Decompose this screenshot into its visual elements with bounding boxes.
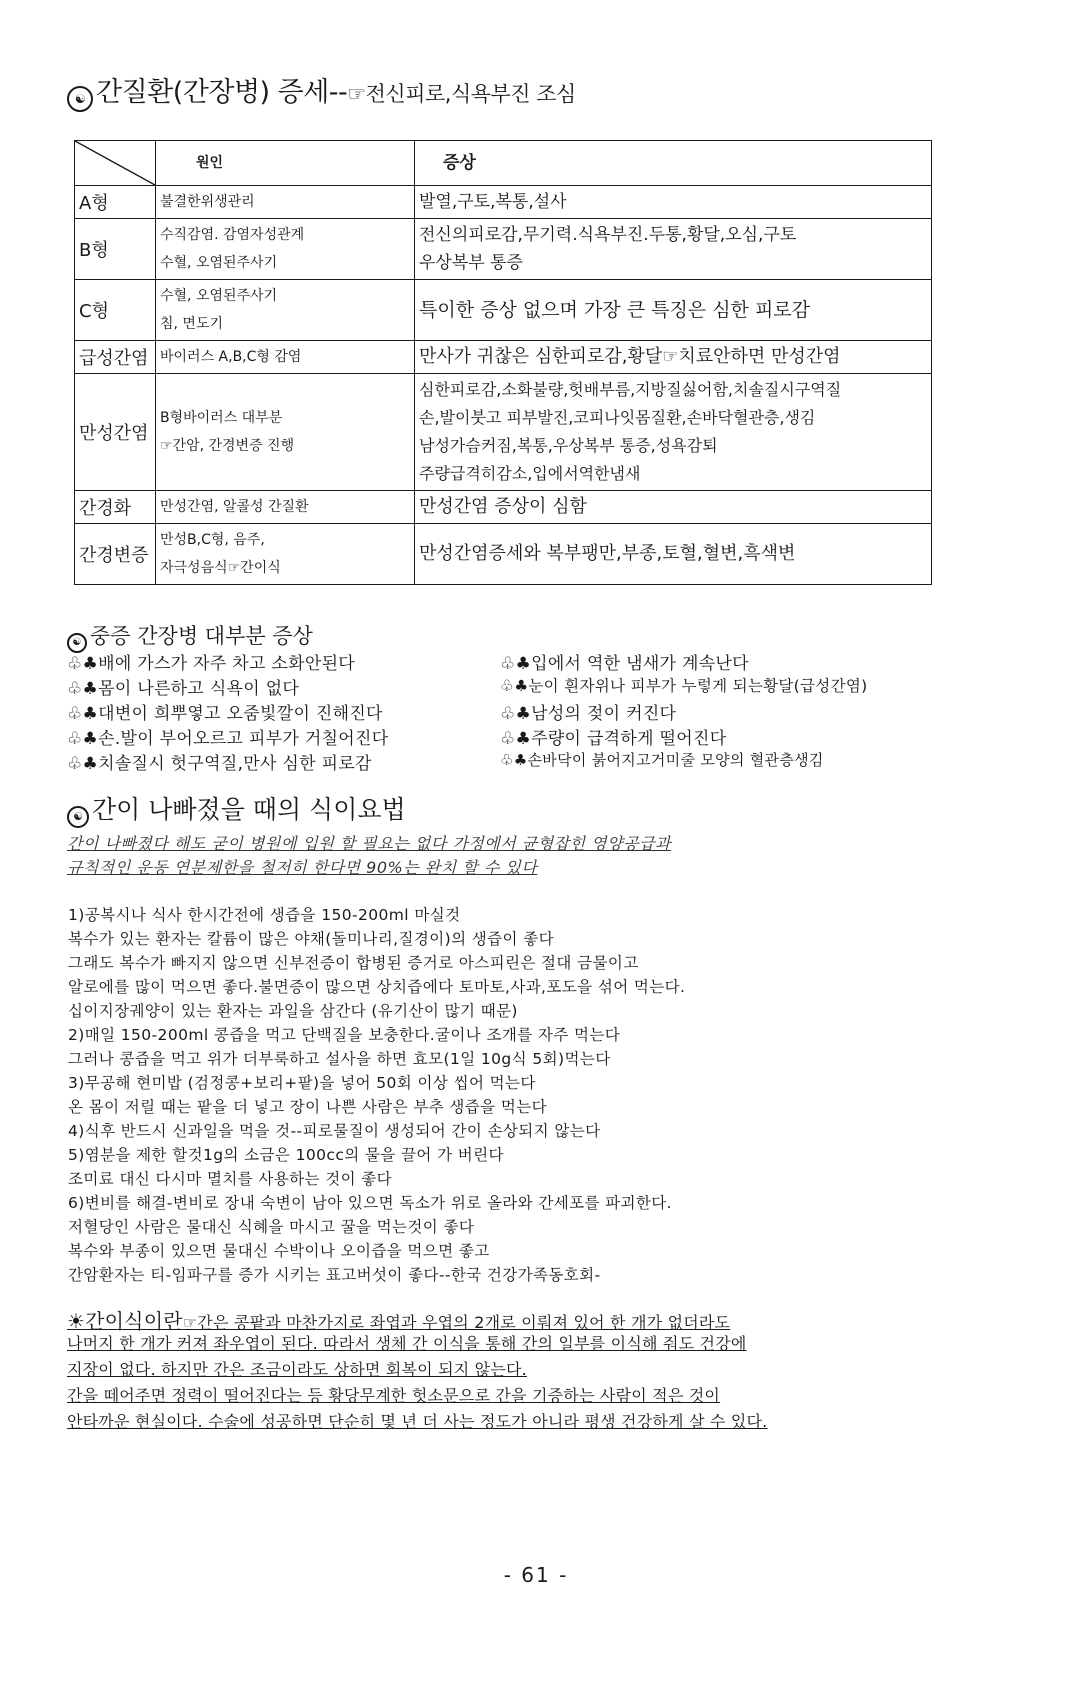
row-cause bbox=[156, 219, 415, 280]
table-row bbox=[75, 186, 932, 219]
symptom-line: 만사가 귀찮은 심한피로감,황달☞치료안하면 만성간염 bbox=[419, 346, 841, 367]
row-type: A형 bbox=[75, 186, 156, 219]
club-bullet-icon: ♧♣ bbox=[500, 729, 532, 749]
diagonal-line bbox=[75, 141, 155, 185]
symptom-text: 몸이 나른하고 식욕이 없다 bbox=[98, 679, 300, 699]
row-type: C형 bbox=[75, 280, 156, 341]
cause-line: 만성B,C형, 음주, bbox=[160, 532, 265, 548]
pointing-hand-icon: ☞ bbox=[182, 1313, 198, 1332]
table-row bbox=[75, 280, 932, 341]
header-cause: 원인 bbox=[156, 141, 415, 186]
row-symptom bbox=[415, 186, 932, 219]
symptom-text: 대변이 희뿌옇고 오줌빛깔이 진해진다 bbox=[98, 704, 383, 724]
table-row bbox=[75, 219, 932, 280]
table-header-row bbox=[75, 141, 932, 186]
symptom-text: 주량이 급격하게 떨어진다 bbox=[531, 729, 727, 749]
symptom-text: 남성의 젖이 커진다 bbox=[531, 704, 677, 724]
symptom-text: 배에 가스가 자주 차고 소화안된다 bbox=[98, 654, 356, 674]
diet-line: 4)식후 반드시 신과일을 먹을 것--피로물질이 생성되어 간이 손상되지 않는다 bbox=[68, 1122, 601, 1140]
transplant-text: 간은 콩팥과 마찬가지로 좌엽과 우엽의 2개로 이뤄져 있어 한 개가 없더라도 bbox=[197, 1313, 731, 1332]
cause-line: ☞간암, 간경변증 진행 bbox=[160, 438, 295, 454]
symptom-line: 손,발이붓고 피부발진,코피나잇몸질환,손바닥혈관층,생김 bbox=[419, 408, 816, 427]
diet-section-title bbox=[67, 790, 406, 828]
diet-line: 6)변비를 해결-변비로 장내 숙변이 남아 있으면 독소가 위로 올라와 간세포를 파괴한다. bbox=[68, 1194, 672, 1212]
symptom-line: 남성가슴커짐,복통,우상복부 통증,성욕감퇴 bbox=[419, 436, 718, 455]
row-symptom bbox=[415, 524, 932, 585]
diet-line: 복수가 있는 환자는 칼륨이 많은 야채(돌미나리,질경이)의 생즙이 좋다 bbox=[68, 930, 554, 948]
symptom-right-5 bbox=[500, 749, 824, 770]
row-type: 간경화 bbox=[75, 491, 156, 524]
row-cause bbox=[156, 186, 415, 219]
club-bullet-icon: ♧♣ bbox=[67, 729, 99, 749]
diet-title-text: 간이 나빠졌을 때의 식이요법 bbox=[92, 795, 406, 824]
title-main: 간질환(간장병) 증세-- bbox=[96, 77, 348, 108]
symptom-left-2 bbox=[67, 674, 299, 699]
club-bullet-icon: ♧♣ bbox=[67, 679, 99, 699]
cause-line: 바이러스 A,B,C형 감염 bbox=[160, 349, 302, 365]
row-type: B형 bbox=[75, 219, 156, 280]
page-title bbox=[67, 70, 576, 112]
club-bullet-icon: ♧♣ bbox=[500, 654, 532, 674]
diet-intro-line-1: 간이 나빠졌다 해도 굳이 병원에 입원 할 필요는 없다 가정에서 균형잡힌 영양공급과 bbox=[67, 834, 671, 853]
symptom-left-5 bbox=[67, 749, 372, 774]
row-cause bbox=[156, 491, 415, 524]
cause-line: 불결한위생관리 bbox=[160, 194, 255, 210]
club-bullet-icon: ♧♣ bbox=[500, 751, 528, 769]
symptom-line: 심한피로감,소화불량,헛배부름,지방질싫어함,치솔질시구역질 bbox=[419, 380, 842, 399]
hepatitis-table bbox=[74, 140, 932, 585]
symptom-text: 눈이 흰자위나 피부가 누렇게 되는황달(급성간염) bbox=[528, 677, 868, 695]
symptom-line: 주량급격히감소,입에서역한냄새 bbox=[419, 464, 641, 483]
diet-line: 간암환자는 티-임파구를 증가 시키는 표고버섯이 좋다--한국 건강가족동호회- bbox=[68, 1266, 601, 1284]
sun-icon: ☀ bbox=[67, 1309, 86, 1333]
symptom-line: 만성간염 증상이 심함 bbox=[419, 496, 587, 517]
row-type: 간경변증 bbox=[75, 524, 156, 585]
row-cause bbox=[156, 374, 415, 491]
diet-line: 알로에를 많이 먹으면 좋다.불면증이 많으면 상치즙에다 토마토,사과,포도을 섞어 먹는다. bbox=[68, 978, 686, 996]
row-symptom bbox=[415, 374, 932, 491]
symptom-line: 발열,구토,복통,설사 bbox=[419, 192, 567, 212]
row-type: 만성간염 bbox=[75, 374, 156, 491]
cause-line: 자극성음식☞간이식 bbox=[160, 560, 281, 576]
yin-yang-icon: ☯ bbox=[67, 806, 89, 828]
symptom-line: 특이한 증상 없으며 가장 큰 특징은 심한 피로감 bbox=[419, 299, 811, 321]
cause-line: 침, 면도기 bbox=[160, 316, 223, 332]
diet-line: 1)공복시나 식사 한시간전에 생즙을 150-200ml 마실것 bbox=[68, 906, 461, 924]
symptom-right-1 bbox=[500, 649, 749, 674]
cause-line: 수직감염. 감염자성관계 bbox=[160, 227, 305, 243]
row-symptom bbox=[415, 280, 932, 341]
diet-line: 저혈당인 사람은 물대신 식혜을 마시고 꿀을 먹는것이 좋다 bbox=[68, 1218, 475, 1236]
diet-line: 2)매일 150-200ml 콩즙을 먹고 단백질을 보충한다.굴이나 조개를 자주 먹는다 bbox=[68, 1026, 621, 1044]
cause-line: B형바이러스 대부분 bbox=[160, 410, 283, 426]
symptom-text: 손바닥이 붉어지고거미줄 모양의 혈관층생김 bbox=[527, 751, 824, 769]
diet-line: 조미료 대신 다시마 멸치를 사용하는 것이 좋다 bbox=[68, 1170, 393, 1188]
row-cause bbox=[156, 280, 415, 341]
page-number: - 61 - bbox=[503, 1563, 569, 1587]
diet-line: 그러나 콩즙을 먹고 위가 더부룩하고 설사을 하면 효모(1일 10g식 5회)먹는다 bbox=[68, 1050, 611, 1068]
transplant-line-4: 간을 떼어주면 정력이 떨어진다는 등 황당무계한 헛소문으로 간을 기증하는 사람이 적은 것이 bbox=[67, 1386, 721, 1405]
club-bullet-icon: ♧♣ bbox=[500, 677, 529, 695]
table-row bbox=[75, 491, 932, 524]
symptom-right-3 bbox=[500, 699, 676, 724]
cause-line: 수혈, 오염된주사기 bbox=[160, 288, 278, 304]
symptom-text: 입에서 역한 냄새가 계속난다 bbox=[531, 654, 749, 674]
yin-yang-icon: ☯ bbox=[67, 633, 87, 653]
diet-line: 십이지장궤양이 있는 환자는 과일을 삼간다 (유기산이 많기 때문) bbox=[68, 1002, 518, 1020]
row-type: 급성간염 bbox=[75, 341, 156, 374]
table-row bbox=[75, 374, 932, 491]
symptom-left-4 bbox=[67, 724, 388, 749]
severe-title-text: 중증 간장병 대부분 증상 bbox=[90, 624, 313, 648]
symptom-right-2 bbox=[500, 674, 867, 696]
row-cause bbox=[156, 341, 415, 374]
diet-line: 온 몸이 저릴 때는 팥을 더 넣고 장이 나쁜 사람은 부추 생즙을 먹는다 bbox=[68, 1098, 547, 1116]
symptom-text: 치솔질시 헛구역질,만사 심한 피로감 bbox=[98, 754, 372, 774]
title-sub: 전신피로,식욕부진 조심 bbox=[365, 82, 576, 106]
header-symptom: 증상 bbox=[415, 141, 932, 186]
symptom-line: 만성간염증세와 복부팽만,부종,토혈,혈변,흑색변 bbox=[419, 543, 796, 564]
cause-line: 수혈, 오염된주사기 bbox=[160, 255, 278, 271]
transplant-title: 간이식이란 bbox=[85, 1309, 183, 1333]
pointing-hand-icon: ☞ bbox=[347, 82, 366, 106]
symptom-line: 전신의피로감,무기력.식욕부진.두통,황달,오심,구토 bbox=[419, 225, 797, 245]
symptom-left-3 bbox=[67, 699, 383, 724]
symptom-left-1 bbox=[67, 649, 355, 674]
diet-line: 그래도 복수가 빠지지 않으면 신부전증이 합병된 증거로 아스피린은 절대 금물이고 bbox=[68, 954, 639, 972]
transplant-line-1 bbox=[67, 1305, 730, 1334]
row-symptom bbox=[415, 341, 932, 374]
yin-yang-icon: ☯ bbox=[67, 86, 93, 112]
symptom-right-4 bbox=[500, 724, 726, 749]
diet-line: 3)무공해 현미밥 (검정콩+보리+팥)을 넣어 50회 이상 씹어 먹는다 bbox=[68, 1074, 536, 1092]
diagonal-header-cell bbox=[75, 141, 156, 186]
row-symptom bbox=[415, 491, 932, 524]
table-row bbox=[75, 524, 932, 585]
row-symptom bbox=[415, 219, 932, 280]
transplant-line-2: 나머지 한 개가 커져 좌우엽이 된다. 따라서 생체 간 이식을 통해 간의 일부를 이식해 줘도 건강에 bbox=[67, 1334, 747, 1353]
transplant-line-3: 지장이 없다. 하지만 간은 조금이라도 상하면 회복이 되지 않는다. bbox=[67, 1360, 527, 1379]
table-row bbox=[75, 341, 932, 374]
diet-intro-line-2: 규칙적인 운동 연분제한을 철저히 한다면 90%는 완치 할 수 있다 bbox=[67, 858, 538, 877]
club-bullet-icon: ♧♣ bbox=[67, 754, 99, 774]
cause-line: 만성간염, 알콜성 간질환 bbox=[160, 499, 309, 515]
transplant-line-5: 안타까운 현실이다. 수술에 성공하면 단순히 몇 년 더 사는 정도가 아니라 평생 건강하게 살 수 있다. bbox=[67, 1412, 768, 1431]
club-bullet-icon: ♧♣ bbox=[67, 654, 99, 674]
diet-line: 복수와 부종이 있으면 물대신 수박이나 오이즙을 먹으면 좋고 bbox=[68, 1242, 490, 1260]
row-cause bbox=[156, 524, 415, 585]
diet-line: 5)염분을 제한 할것1g의 소금은 100cc의 물을 끌어 가 버린다 bbox=[68, 1146, 504, 1164]
club-bullet-icon: ♧♣ bbox=[500, 704, 532, 724]
symptom-line: 우상복부 통증 bbox=[419, 253, 523, 273]
club-bullet-icon: ♧♣ bbox=[67, 704, 99, 724]
symptom-text: 손.발이 부어오르고 피부가 거칠어진다 bbox=[98, 729, 389, 749]
